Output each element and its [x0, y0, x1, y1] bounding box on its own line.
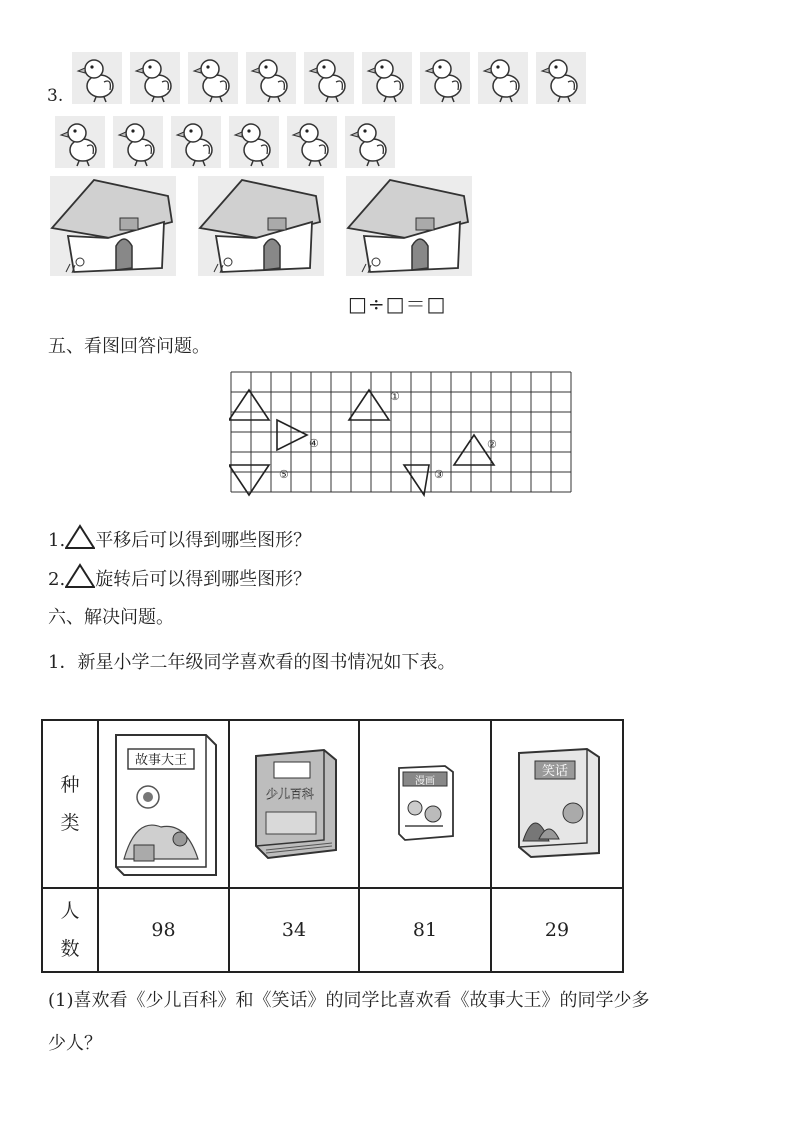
- question-1-text: 平移后可以得到哪些图形？: [95, 530, 312, 551]
- count-encyclopedia: 34: [229, 888, 359, 972]
- svg-text:漫画: 漫画: [415, 776, 435, 787]
- question-1-line-2: 少人？: [48, 1033, 102, 1054]
- house-icon: [346, 176, 472, 276]
- chick-icon: [362, 52, 412, 104]
- svg-text:故事大王: 故事大王: [134, 753, 187, 768]
- book-preference-table: [41, 719, 624, 973]
- chick-icon: [478, 52, 528, 104]
- encyclopedia-book-icon: [244, 742, 344, 862]
- question-1-number: 1.: [48, 530, 66, 551]
- count-story-king: 98: [98, 888, 229, 972]
- svg-text:笑话: 笑话: [541, 764, 569, 779]
- triangle-5: [229, 465, 269, 495]
- chick-icon: [304, 52, 354, 104]
- book-cell-joke: [491, 720, 623, 888]
- question-1-line-1: (1)喜欢看《少儿百科》和《笑话》的同学比喜欢看《故事大王》的同学少多: [48, 990, 650, 1011]
- chick-row-bottom: [55, 116, 403, 168]
- question-rotation: [48, 563, 311, 591]
- question-2-number: 2.: [48, 569, 66, 590]
- question-translation: [48, 524, 311, 552]
- count-joke: 29: [491, 888, 623, 972]
- count-comic: 81: [359, 888, 491, 972]
- chick-icon: [188, 52, 238, 104]
- shape-label-3: ③: [434, 468, 444, 481]
- house-row: [50, 176, 494, 276]
- row-header-count: 人 数: [42, 888, 98, 972]
- triangle-1: [349, 390, 389, 420]
- chick-icon: [536, 52, 586, 104]
- division-equation-blanks: □÷□＝□: [348, 292, 447, 316]
- problem-intro: 1．新星小学二年级同学喜欢看的图书情况如下表。: [48, 652, 456, 673]
- book-cell-encyclopedia: [229, 720, 359, 888]
- row-header-kind: 种 类: [42, 720, 98, 888]
- shape-label-1: ①: [390, 390, 400, 403]
- joke-book-icon: [509, 743, 605, 861]
- triangle-4: [277, 420, 307, 450]
- book-cell-comic: [359, 720, 491, 888]
- section-5-heading: 五、看图回答问题。: [48, 336, 210, 357]
- triangle-icon: [65, 524, 95, 550]
- chick-icon: [171, 116, 221, 168]
- triangle-grid-figure: [229, 370, 574, 498]
- chick-icon: [55, 116, 105, 168]
- chick-row-top: [72, 52, 594, 104]
- svg-text:少儿百科: 少儿百科: [265, 787, 315, 801]
- chick-icon: [113, 116, 163, 168]
- triangle-3: [404, 465, 429, 495]
- book-cell-story-king: [98, 720, 229, 888]
- shape-label-2: ②: [487, 438, 497, 451]
- comic-book-icon: [393, 762, 457, 842]
- chick-icon: [229, 116, 279, 168]
- shape-label-4: ④: [309, 437, 319, 450]
- triangle-original: [229, 390, 269, 420]
- house-icon: [50, 176, 176, 276]
- chick-icon: [345, 116, 395, 168]
- section-6-heading: 六、解决问题。: [48, 607, 174, 628]
- chick-icon: [72, 52, 122, 104]
- triangle-icon: [65, 563, 95, 589]
- chick-icon: [246, 52, 296, 104]
- chick-icon: [420, 52, 470, 104]
- chick-icon: [130, 52, 180, 104]
- house-icon: [198, 176, 324, 276]
- question-2-text: 旋转后可以得到哪些图形？: [95, 569, 312, 590]
- chick-icon: [287, 116, 337, 168]
- problem-number: 3.: [47, 86, 64, 106]
- story-king-book-icon: [106, 727, 222, 877]
- shape-label-5: ⑤: [279, 468, 289, 481]
